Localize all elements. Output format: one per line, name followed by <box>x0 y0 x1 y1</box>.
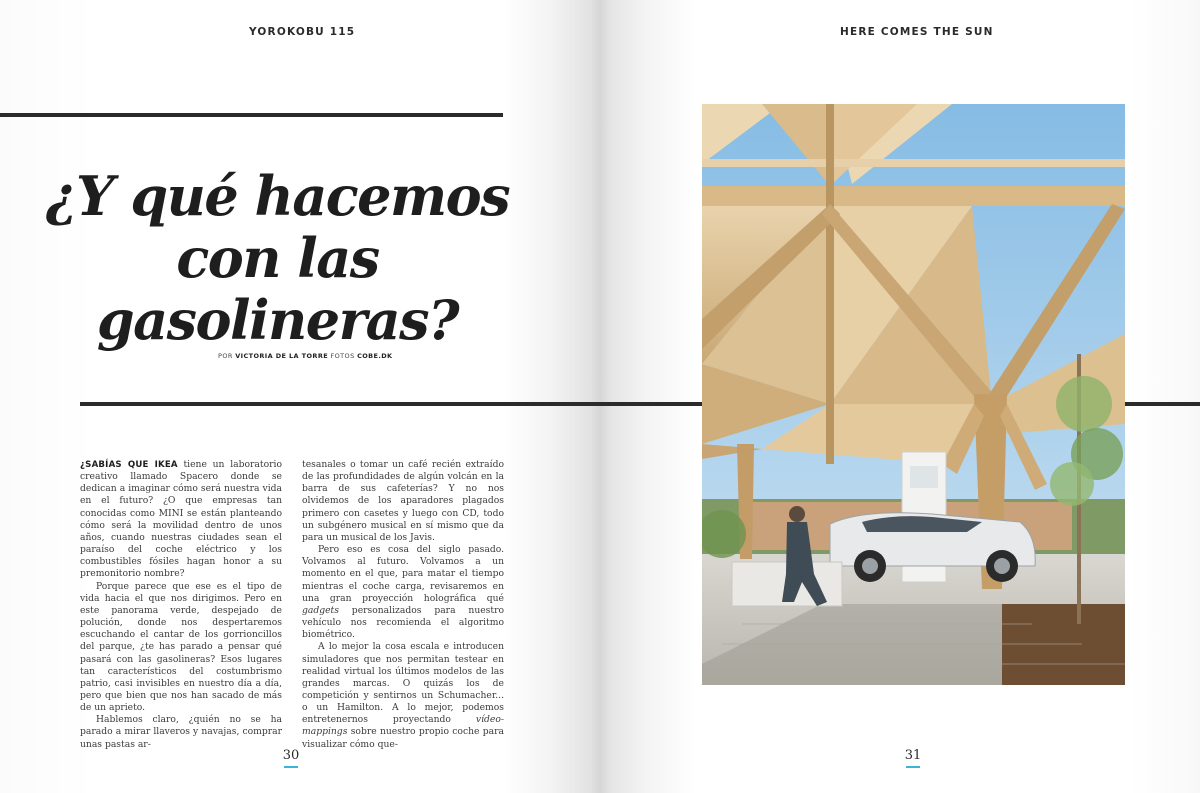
title-line-1: ¿Y qué hacemos <box>45 164 510 228</box>
right-running-head: HERE COMES THE SUN <box>840 26 994 38</box>
col1-paragraph-3: Hablemos claro, ¿quién no se ha parado a mirar llaveros y navajas, comprar unas pastas ar- <box>80 714 282 750</box>
byline-photographer: COBE.DK <box>357 352 393 360</box>
col2-p3-em: vídeo-mappings <box>302 714 504 738</box>
body-column-2 <box>302 459 504 751</box>
left-running-head: YOROKOBU 115 <box>249 26 356 38</box>
page-number-left-underline <box>284 766 298 768</box>
col2-p3-end: sobre nuestro propio coche para visualizar cómo que- <box>302 726 504 750</box>
col2-paragraph-3 <box>302 641 504 750</box>
article-title <box>40 165 515 351</box>
page-number-right: 31 <box>904 748 922 763</box>
col1-p1-text: tiene un laboratorio creativo llamado Spacero donde se dedican a imaginar cómo será nuestra vida en el futuro? ¿O que empresas tan conocidas como MINI se están planteando cómo será la movilidad dentro de unos años, cuando nuestras ciudades sean el paraíso del coche eléctrico y los combustibles fósiles hagan honor a su premonitorio nombre? <box>80 459 282 580</box>
col1-paragraph-2: Porque parece que ese es el tipo de vida hacia el que nos dirigimos. Pero en este panorama verde, despejado de polución, donde nos despertaremos escuchando el cantar de los gorrioncillos del parque, ¿te has parado a pensar qué pasará con las gasolineras? Esos lugares tan característicos del costumbrismo patrio, casi invisibles en nuestro día a día, pero que bien que nos han sacado de más de un aprieto. <box>80 580 282 714</box>
col2-paragraph-1: tesanales o tomar un café recién extraído de las profundidades de algún volcán en la barra de sus cafeterías? Y no nos olvidemos de los aparadores plagados primero con casetes y luego con CD, todo un subgénero musical en sí mismo que da para un musical de los Javis. <box>302 459 504 543</box>
page-number-right-underline <box>906 766 920 768</box>
col1-paragraph-1 <box>80 459 282 581</box>
byline <box>218 352 392 360</box>
byline-author: VICTORIA DE LA TORRE <box>235 352 329 360</box>
page-number-left: 30 <box>282 748 300 763</box>
body-column-1 <box>80 459 282 751</box>
byline-por: POR <box>218 352 236 360</box>
title-line-3: gasolineras? <box>96 288 459 352</box>
gas-station-photo <box>702 104 1125 685</box>
col2-p2-text: Pero eso es cosa del siglo pasado. Volvamos al futuro. Volvamos a un momento en el que, para matar el tiempo mientras el coche carga, revisaremos en una gran proyección holográfica qué <box>302 544 504 604</box>
lead-in: ¿SABÍAS QUE IKEA <box>80 460 178 470</box>
byline-fotos: FOTOS <box>328 352 358 360</box>
col2-p3-text: A lo mejor la cosa escala e introducen simuladores que nos permitan testear en realidad virtual los últimos modelos de las grandes marcas. O quizás los de competición y sentirnos un Schumacher... o un Hamilton. A lo mejor, podemos entretenernos proyectando <box>302 641 504 726</box>
title-line-2: con las <box>176 226 379 290</box>
col2-p2-end: personalizados para nuestro vehículo nos recomienda el algoritmo biométrico. <box>302 604 504 641</box>
col2-paragraph-2 <box>302 544 504 641</box>
col2-p2-em: gadgets <box>302 604 339 616</box>
top-rule <box>0 113 503 117</box>
